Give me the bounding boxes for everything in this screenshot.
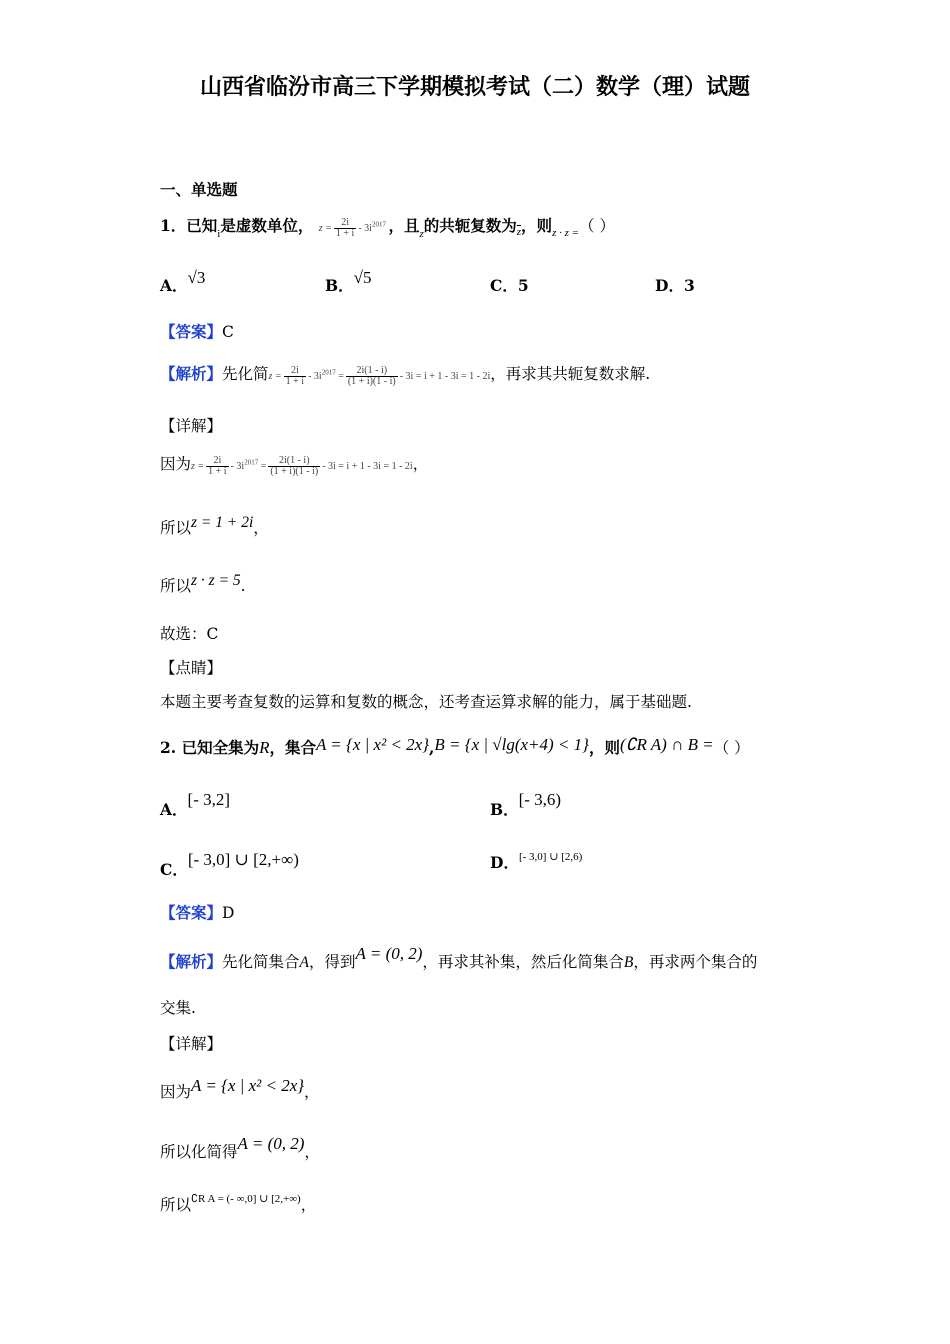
- q2-analysis: 【解析】先化简集合A，得到A = (0, 2)，再求其补集，然后化简集合B，再求两个集合的: [160, 944, 758, 971]
- q1-choose: 故选：C: [160, 625, 219, 643]
- q1-paren: （ ）: [579, 217, 615, 235]
- q1-z: z: [419, 228, 424, 240]
- question-2: 2. 已知全集为R，集合A = {x | x² < 2x},B = {x | √lg(x+4) < 1}，则(∁R A) ∩ B =（ ）: [160, 735, 750, 757]
- q1-answer: 【答案】C: [160, 322, 234, 341]
- q1-and: ，且: [388, 216, 420, 235]
- q1-lead: 1．已知: [160, 216, 218, 235]
- q1-then: ，则: [521, 216, 553, 235]
- q1-option-c: C．5: [490, 276, 529, 295]
- q2-option-c: C．[- 3,0] ∪ [2,+∞): [160, 850, 299, 879]
- q1-z-expression: z = $\frac{2i}{1 + i}$ - $3i^{2017}$: [318, 216, 386, 240]
- q2-option-a: A．[- 3,2]: [160, 790, 231, 819]
- q2-detail-complement: 所以$^{∁R A = (- \infty,0] \cup [2,+\infty)}$，: [160, 1193, 317, 1214]
- q2-detail-because: 因为A = {x | x² < 2x}，: [160, 1076, 320, 1101]
- q1-detail-product: 所以z · z = 5.: [160, 572, 246, 595]
- q2-answer: 【答案】D: [160, 903, 235, 922]
- question-1: [160, 214, 615, 240]
- q1-detail-tag: 【详解】: [160, 417, 223, 435]
- q1-i: i: [217, 228, 221, 240]
- q1-note-tag: 【点睛】: [160, 659, 223, 677]
- q1-conj-text: 的共轭复数为: [423, 216, 517, 235]
- q2-analysis-cont: 交集.: [160, 999, 196, 1017]
- q1-option-a: A．√3: [160, 268, 206, 295]
- page-title: 山西省临汾市高三下学期模拟考试（二）数学（理）试题: [199, 75, 750, 100]
- section-heading: 一、单选题: [160, 180, 238, 199]
- q1-detail-zbar: 所以z = 1 + 2i，: [160, 514, 269, 537]
- q2-detail-tag: 【详解】: [160, 1035, 223, 1053]
- q1-analysis-expression: z = $\frac{2i}{1 + i}$ - $3i^{2017}$ = $\frac{2i(1 - i)}{(1 + i)(1 - i)}$ - 3i = i + 1 - 3i = 1 - 2i: [268, 364, 491, 388]
- q1-product: z · z =: [552, 227, 580, 239]
- q1-unit-text: 是虚数单位，: [220, 216, 314, 235]
- q1-detail-because: 因为z = $\frac{2i}{1 + i}$ - $3i^{2017}$ = $\frac{2i(1 - i)}{(1 + i)(1 - i)}$ - 3i = i + 1 - 3i = 1 - 2i，: [160, 454, 429, 478]
- q1-note: 本题主要考查复数的运算和复数的概念，还考查运算求解的能力，属于基础题.: [160, 693, 692, 711]
- q2-option-b: B．[- 3,6): [490, 790, 562, 819]
- q2-detail-simplify: 所以化简得A = (0, 2)，: [160, 1134, 320, 1161]
- q1-option-d: D．3: [655, 276, 695, 295]
- q1-detail-expression: z = $\frac{2i}{1 + i}$ - $3i^{2017}$ = $\frac{2i(1 - i)}{(1 + i)(1 - i)}$ - 3i = i + 1 - 3i = 1 - 2i: [191, 454, 413, 478]
- q1-z-bar: z: [516, 226, 522, 238]
- q1-analysis: 【解析】先化简z = $\frac{2i}{1 + i}$ - $3i^{2017}$ = $\frac{2i(1 - i)}{(1 + i)(1 - i)}$ - 3i = i + 1 - 3i = 1 - 2i，再求其共轭复数求解.: [160, 364, 651, 388]
- q2-option-d: D．$^{[- 3,0] \cup [2,6)}$: [490, 851, 583, 872]
- q1-option-b: B．√5: [325, 268, 372, 295]
